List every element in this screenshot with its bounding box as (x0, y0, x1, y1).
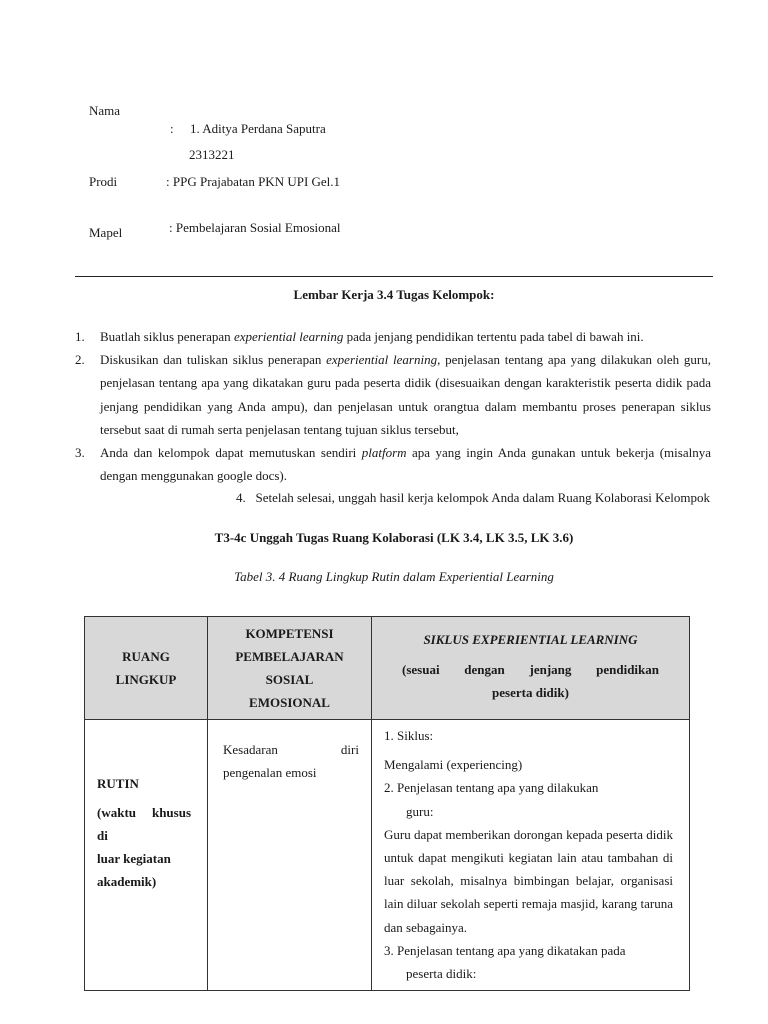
scope-text: (waktu khusus di (97, 805, 191, 843)
divider-line (75, 276, 713, 277)
header-cell-kompetensi (208, 617, 372, 720)
instruction-text: Setelah selesai, unggah hasil kerja kelompok Anda dalam Ruang Kolaborasi Kelompok (255, 490, 710, 505)
header-cell-ruang-lingkup (85, 617, 208, 720)
header-text: PEMBELAJARAN (235, 649, 344, 664)
header-subtitle: (sesuai dengan jenjang pendidikan (402, 662, 659, 677)
instruction-text: Diskusikan dan tuliskan siklus penerapan (100, 352, 327, 368)
instruction-number: 2. (75, 352, 85, 368)
cycle-step: 3. Penjelasan tentang apa yang dikatakan pada (384, 942, 626, 958)
instruction-list (75, 325, 711, 487)
scope-text: akademik) (97, 874, 157, 889)
cycle-step: 2. Penjelasan tentang apa yang dilakukan (384, 780, 599, 796)
instruction-emphasis: platform (361, 445, 407, 461)
instruction-item-4 (0, 488, 710, 508)
section-subtitle: T3-4c Unggah Tugas Ruang Kolaborasi (LK 3.4, LK 3.5, LK 3.6) (214, 530, 574, 545)
cycle-step: 1. Siklus: (384, 728, 434, 743)
prodi-value: : PPG Prajabatan PKN UPI Gel.1 (166, 174, 341, 189)
cycle-text: Guru dapat memberikan dorongan kepada peserta didik untuk dapat mengikuti kegiatan lain atau tambahan di luar sekolah, misalnya bimbingan belajar, organisasi lain diluar sekolah seperti remaja masjid, karang taruna dan sebagainya. (384, 826, 673, 935)
header-text: KOMPETENSI (245, 626, 334, 641)
header-cell-siklus (372, 617, 690, 720)
competency-text: Kesadaran diri (223, 742, 359, 757)
instruction-number: 1. (75, 329, 85, 344)
cell-kompetensi (208, 720, 372, 991)
experiential-learning-table (84, 616, 690, 991)
nama-separator: : (170, 121, 174, 136)
cell-ruang-lingkup (85, 720, 208, 991)
instruction-text: , penjelasan tentang apa yang dilakukan oleh guru, penjelasan tentang apa yang dikatakan guru pada peserta didik (disesuaikan dengan karakteristik peserta didik pada jenjang pendidikan yang Anda ampu), dan penjelasan untuk orangtua dalam membantu proses penerapan siklus tersebut saat di rumah serta penjelasan tentang tujuan siklus tersebut, (100, 352, 712, 437)
table-caption: Tabel 3. 4 Ruang Lingkup Rutin dalam Experiential Learning (234, 569, 554, 584)
instruction-text: Buatlah siklus penerapan (100, 329, 234, 344)
instruction-item (75, 441, 711, 487)
nama-label: Nama (89, 103, 121, 118)
instruction-text: Anda dan kelompok dapat memutuskan sendiri (100, 445, 362, 461)
competency-text: pengenalan emosi (223, 765, 317, 780)
instruction-text: apa yang ingin Anda gunakan untuk bekerja (misalnya dengan menggunakan google docs). (100, 445, 711, 484)
header-text: RUANG (122, 649, 170, 664)
instruction-text: pada jenjang pendidikan tertentu pada tabel di bawah ini. (343, 329, 644, 344)
header-text: EMOSIONAL (249, 695, 330, 710)
instruction-number: 4. (235, 490, 246, 505)
header-subtitle: peserta didik) (492, 685, 569, 700)
instruction-emphasis: experiential learning (326, 352, 438, 368)
header-text: LINGKUP (115, 672, 177, 687)
cell-siklus (372, 720, 690, 991)
cycle-step: peserta didik: (406, 966, 477, 982)
scope-title: RUTIN (97, 776, 139, 791)
mapel-value: : Pembelajaran Sosial Emosional (169, 220, 341, 235)
nim-value: 2313221 (189, 147, 235, 162)
table-header-row (85, 617, 690, 720)
instruction-item (75, 325, 711, 348)
scope-text: luar kegiatan (97, 851, 171, 866)
instruction-item (75, 348, 711, 441)
table-row (85, 720, 690, 991)
worksheet-title: Lembar Kerja 3.4 Tugas Kelompok: (293, 287, 495, 302)
nama-value: 1. Aditya Perdana Saputra (190, 121, 326, 136)
instruction-emphasis: experiential learning (233, 329, 344, 344)
mapel-label: Mapel (89, 225, 123, 240)
header-title: SIKLUS EXPERIENTIAL LEARNING (423, 632, 638, 647)
header-text: SOSIAL (265, 672, 314, 687)
cycle-value: Mengalami (experiencing) (384, 757, 523, 773)
cycle-step: guru: (406, 803, 434, 819)
prodi-label: Prodi (89, 174, 118, 189)
instruction-number: 3. (75, 445, 85, 461)
